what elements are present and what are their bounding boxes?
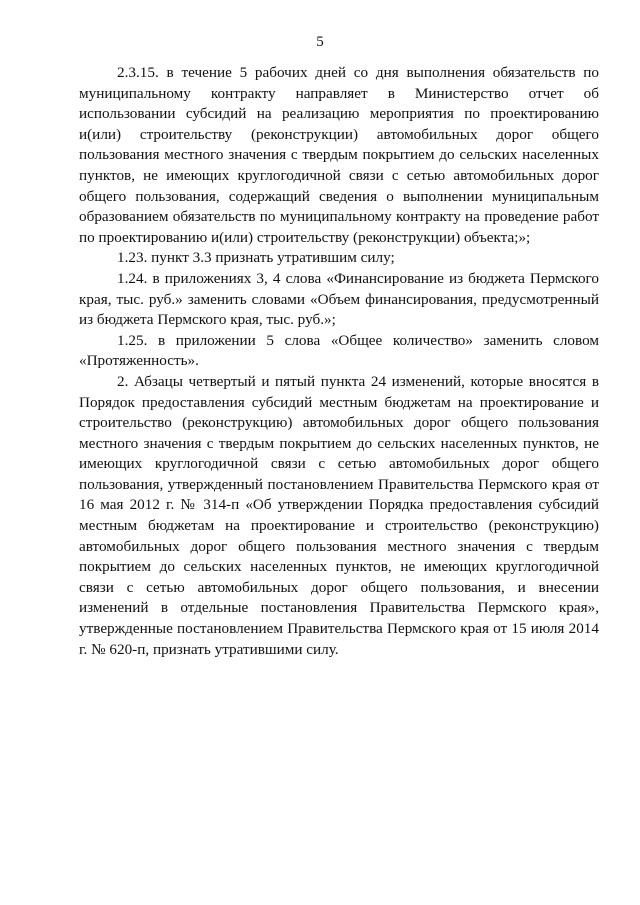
paragraph-1-24: 1.24. в приложениях 3, 4 слова «Финансирование из бюджета Пермского края, тыс. руб.» заменить словами «Объем финансирования, предусмотренный из бюджета Пермского края, тыс. руб.»; [79,269,599,329]
page-number: 5 [316,34,324,50]
document-body [79,63,599,660]
paragraph-1-25: 1.25. в приложении 5 слова «Общее количество» заменить словом «Протяженность». [79,331,599,370]
paragraph-1-23: 1.23. пункт 3.3 признать утратившим силу; [117,249,395,267]
paragraph-2: 2. Абзацы четвертый и пятый пункта 24 изменений, которые вносятся в Порядок предоставления субсидий местным бюджетам на проектирование и строительство (реконструкцию) автомобильных дорог общего пользования местного значения с твердым покрытием до сельских населенных пунктов, не имеющих круглогодичной связи с сетью автомобильных дорог общего пользования, утвержденный постановлением Правительства Пермского края от 16 мая 2012 г. № 314-п «Об утверждении Порядка предоставления субсидий местным бюджетам на проектирование и строительство (реконструкцию) автомобильных дорог общего пользования местного значения с твердым покрытием до сельских населенных пунктов, не имеющих круглогодичной связи с сетью автомобильных дорог общего пользования, и внесении изменений в отдельные постановления Правительства Пермского края», утвержденные постановлением Правительства Пермского края от 15 июля 2014 г. № 620-п, признать утратившими силу. [79,372,599,658]
paragraph-2-3-15: 2.3.15. в течение 5 рабочих дней со дня выполнения обязательств по муниципальному контракту направляет в Министерство отчет об использовании субсидий на реализацию мероприятия по проектированию и(или) строительству (реконструкции) автомобильных дорог общего пользования местного значения с твердым покрытием до сельских населенных пунктов, не имеющих круглогодичной связи с сетью автомобильных дорог общего пользования, содержащий сведения о выполнении муниципальным образованием обязательств по муниципальному контракту на проведение работ по проектированию и(или) строительству (реконструкции) объекта;»; [79,64,599,246]
